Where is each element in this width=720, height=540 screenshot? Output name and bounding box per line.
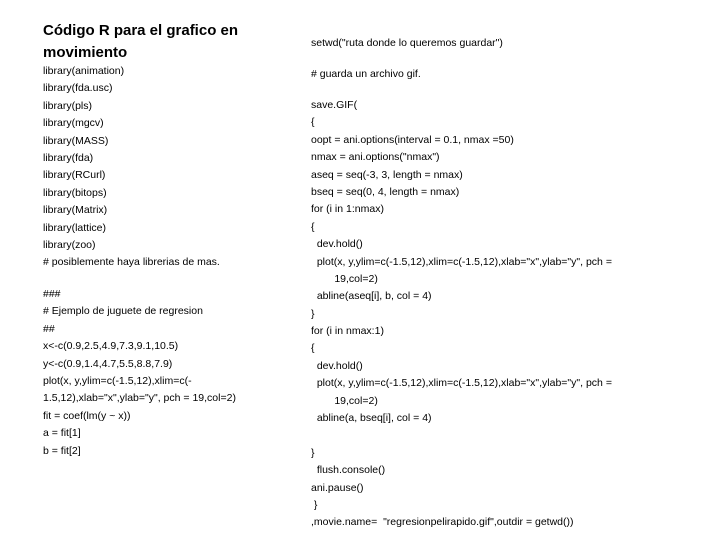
code-line: setwd("ruta donde lo queremos guardar")	[311, 37, 503, 49]
code-line: fit = coef(lm(y ~ x))	[43, 409, 131, 422]
code-line: y<-c(0.9,1.4,4.7,5.5,8.8,7.9)	[43, 357, 173, 370]
code-line: a = fit[1]	[43, 427, 81, 440]
code-line: 19,col=2)	[311, 272, 378, 285]
code-line: ###	[43, 288, 61, 300]
code-line: ,movie.name= "regresionpelirapido.gif",outdir = getwd())	[311, 516, 574, 529]
code-line: library(zoo)	[43, 238, 96, 251]
code-line: bseq = seq(0, 4, length = nmax)	[311, 185, 460, 198]
code-line: library(pls)	[43, 99, 93, 112]
code-line: plot(x, y,ylim=c(-1.5,12),xlim=c(-1.5,12),xlab="x",ylab="y", pch =	[311, 377, 612, 390]
code-line: x<-c(0.9,2.5,4.9,7.3,9.1,10.5)	[43, 340, 179, 353]
code-line: plot(x, y,ylim=c(-1.5,12),xlim=c(-	[43, 374, 192, 387]
code-line: 19,col=2)	[311, 394, 378, 407]
code-line: aseq = seq(-3, 3, length = nmax)	[311, 168, 463, 181]
code-line: plot(x, y,ylim=c(-1.5,12),xlim=c(-1.5,12),xlab="x",ylab="y", pch =	[311, 255, 612, 268]
code-line: }	[311, 307, 315, 320]
code-line: }	[311, 498, 318, 511]
code-line: abline(a, bseq[i], col = 4)	[311, 412, 432, 425]
code-line	[311, 427, 612, 444]
library-code-block	[43, 63, 220, 272]
code-line: library(fda.usc)	[43, 82, 113, 95]
code-line: for (i in nmax:1)	[311, 325, 384, 338]
code-line: library(lattice)	[43, 221, 107, 234]
code-line: dev.hold()	[311, 238, 363, 251]
setwd-code-line	[311, 35, 503, 52]
code-line: library(mgcv)	[43, 117, 104, 130]
save-gif-code-block	[311, 97, 612, 532]
code-line: nmax = ani.options("nmax")	[311, 151, 440, 164]
code-line: # Ejemplo de juguete de regresion	[43, 305, 203, 318]
code-line: oopt = ani.options(interval = 0.1, nmax =50)	[311, 133, 514, 146]
code-line: ani.pause()	[311, 481, 364, 494]
code-line: # posiblemente haya librerias de mas.	[43, 256, 220, 269]
regression-example-code-block	[43, 286, 236, 460]
code-line: library(animation)	[43, 65, 125, 77]
code-line: library(RCurl)	[43, 169, 106, 182]
code-line: abline(aseq[i], b, col = 4)	[311, 290, 432, 303]
code-line: library(fda)	[43, 151, 94, 164]
code-line: {	[311, 116, 315, 129]
code-line: b = fit[2]	[43, 444, 81, 457]
code-line: for (i in 1:nmax)	[311, 203, 384, 216]
gif-comment-line	[311, 66, 421, 83]
code-line: library(Matrix)	[43, 204, 108, 217]
page-title: Código R para el grafico en movimiento	[43, 22, 239, 61]
code-line: save.GIF(	[311, 99, 358, 111]
code-line: library(MASS)	[43, 134, 109, 147]
code-line: flush.console()	[311, 464, 386, 477]
code-line: {	[311, 342, 315, 355]
code-line: # guarda un archivo gif.	[311, 68, 421, 80]
code-line: }	[311, 446, 315, 459]
code-line: {	[311, 220, 315, 233]
code-line: library(bitops)	[43, 186, 107, 199]
code-line: 1.5,12),xlab="x",ylab="y", pch = 19,col=2)	[43, 392, 236, 405]
code-line: ##	[43, 322, 55, 335]
code-line: dev.hold()	[311, 359, 363, 372]
